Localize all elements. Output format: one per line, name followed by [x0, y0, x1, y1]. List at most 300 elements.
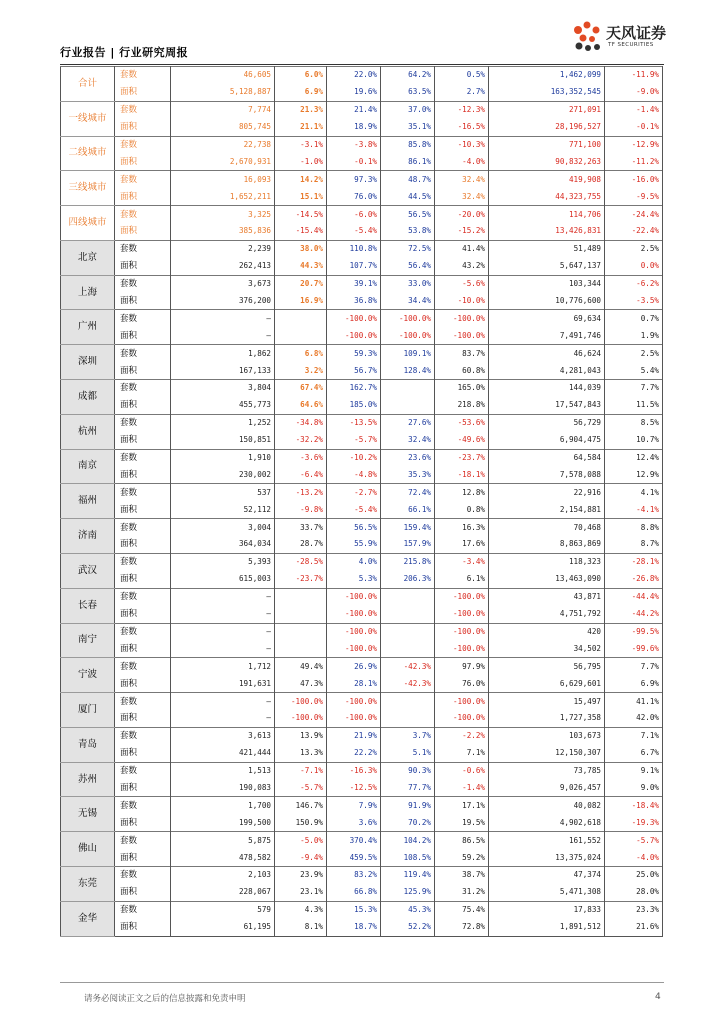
table-cell: 32.4% — [381, 432, 435, 449]
table-cell: 59.2% — [435, 849, 489, 866]
brand-logo — [570, 18, 680, 58]
table-row — [61, 606, 663, 623]
table-cell: 41.1% — [605, 693, 663, 710]
table-cell: 83.2% — [327, 866, 381, 883]
table-row — [61, 884, 663, 901]
metric-label: 套数 — [115, 380, 171, 397]
table-cell: 31.2% — [435, 884, 489, 901]
table-cell: 3,673 — [171, 275, 275, 292]
metric-label: 套数 — [115, 762, 171, 779]
table-cell: 56,795 — [489, 658, 605, 675]
table-cell: 64,584 — [489, 449, 605, 466]
table-cell: 191,631 — [171, 675, 275, 692]
table-cell: 376,200 — [171, 293, 275, 310]
table-cell: 228,067 — [171, 884, 275, 901]
table-cell — [275, 588, 327, 605]
table-cell: 7,578,088 — [489, 466, 605, 483]
table-cell: 15.1% — [275, 188, 327, 205]
metric-label: 套数 — [115, 171, 171, 188]
table-cell: -0.6% — [435, 762, 489, 779]
city-name: 一线城市 — [61, 101, 115, 136]
table-cell: 9.1% — [605, 762, 663, 779]
table-row — [61, 780, 663, 797]
table-cell: 22.2% — [327, 745, 381, 762]
table-cell: -16.3% — [327, 762, 381, 779]
table-cell: -100.0% — [435, 327, 489, 344]
table-row — [61, 553, 663, 570]
table-cell — [275, 623, 327, 640]
metric-label: 面积 — [115, 536, 171, 553]
table-cell: 3.7% — [381, 727, 435, 744]
table-row — [61, 484, 663, 501]
table-cell: 77.7% — [381, 780, 435, 797]
table-row — [61, 797, 663, 814]
table-cell: -12.9% — [605, 136, 663, 153]
table-cell: 76.0% — [435, 675, 489, 692]
table-cell: -100.0% — [381, 310, 435, 327]
table-cell: 51,489 — [489, 240, 605, 257]
table-cell: 6.1% — [435, 571, 489, 588]
table-cell: 75.4% — [435, 901, 489, 918]
table-row — [61, 693, 663, 710]
table-cell: 73,785 — [489, 762, 605, 779]
table-cell: 7.1% — [435, 745, 489, 762]
table-cell: 4.1% — [605, 484, 663, 501]
metric-label: 套数 — [115, 484, 171, 501]
table-cell: 2.5% — [605, 240, 663, 257]
table-cell: -5.4% — [327, 223, 381, 240]
table-cell: 23.1% — [275, 884, 327, 901]
table-cell: 28,196,527 — [489, 119, 605, 136]
table-cell: 11.5% — [605, 397, 663, 414]
table-cell — [381, 640, 435, 657]
table-cell: -2.7% — [327, 484, 381, 501]
metric-label: 套数 — [115, 623, 171, 640]
metric-label: 套数 — [115, 101, 171, 118]
table-cell: 35.3% — [381, 466, 435, 483]
table-cell: 61,195 — [171, 919, 275, 936]
table-cell: 8.7% — [605, 536, 663, 553]
metric-label: 面积 — [115, 119, 171, 136]
table-cell: -10.3% — [435, 136, 489, 153]
metric-label: 面积 — [115, 675, 171, 692]
table-cell: 25.0% — [605, 866, 663, 883]
table-cell: 420 — [489, 623, 605, 640]
table-cell: -13.2% — [275, 484, 327, 501]
metric-label: 面积 — [115, 188, 171, 205]
metric-label: 面积 — [115, 849, 171, 866]
table-cell — [275, 327, 327, 344]
metric-label: 面积 — [115, 84, 171, 101]
table-cell: -100.0% — [327, 588, 381, 605]
table-cell: -15.2% — [435, 223, 489, 240]
table-cell: 419,908 — [489, 171, 605, 188]
table-cell: 3,004 — [171, 519, 275, 536]
metric-label: 套数 — [115, 588, 171, 605]
table-cell: 13.9% — [275, 727, 327, 744]
table-cell: -100.0% — [327, 710, 381, 727]
metric-label: 套数 — [115, 693, 171, 710]
table-cell: 6.0% — [275, 67, 327, 84]
table-cell: 28.0% — [605, 884, 663, 901]
table-cell: 66.1% — [381, 501, 435, 518]
table-cell: 52,112 — [171, 501, 275, 518]
table-cell: 146.7% — [275, 797, 327, 814]
table-cell: 41.4% — [435, 240, 489, 257]
brand-name: 天风证券 — [606, 24, 667, 42]
table-cell: 97.9% — [435, 658, 489, 675]
table-cell: -22.4% — [605, 223, 663, 240]
table-cell: 10.7% — [605, 432, 663, 449]
table-cell: 13,426,831 — [489, 223, 605, 240]
table-cell: 3,804 — [171, 380, 275, 397]
table-cell: 47.3% — [275, 675, 327, 692]
table-cell: 5.4% — [605, 362, 663, 379]
housing-sales-table — [60, 66, 663, 937]
table-cell: 185.0% — [327, 397, 381, 414]
city-name: 武汉 — [61, 553, 115, 588]
table-cell: -100.0% — [327, 640, 381, 657]
table-cell: 47,374 — [489, 866, 605, 883]
table-cell: 6.7% — [605, 745, 663, 762]
metric-label: 套数 — [115, 310, 171, 327]
table-row — [61, 745, 663, 762]
table-cell: 43.2% — [435, 258, 489, 275]
table-cell: – — [171, 310, 275, 327]
table-cell: 38.7% — [435, 866, 489, 883]
table-row — [61, 275, 663, 292]
table-cell: 38.0% — [275, 240, 327, 257]
table-cell: 150,851 — [171, 432, 275, 449]
table-cell: 190,083 — [171, 780, 275, 797]
table-row — [61, 866, 663, 883]
table-row — [61, 466, 663, 483]
table-cell: -100.0% — [435, 606, 489, 623]
table-cell: -11.2% — [605, 153, 663, 170]
metric-label: 套数 — [115, 553, 171, 570]
table-cell: 13,463,090 — [489, 571, 605, 588]
table-cell: 67.4% — [275, 380, 327, 397]
table-cell: 114,706 — [489, 206, 605, 223]
table-cell: 1,727,358 — [489, 710, 605, 727]
table-cell: 34,502 — [489, 640, 605, 657]
table-cell: 33.7% — [275, 519, 327, 536]
table-row — [61, 240, 663, 257]
table-cell: 6.9% — [605, 675, 663, 692]
brand-name-en: TF SECURITIES — [608, 42, 654, 48]
table-cell: 85.8% — [381, 136, 435, 153]
table-cell: 370.4% — [327, 832, 381, 849]
table-cell: 478,582 — [171, 849, 275, 866]
table-row — [61, 640, 663, 657]
table-cell: -100.0% — [275, 710, 327, 727]
metric-label: 套数 — [115, 136, 171, 153]
table-row — [61, 919, 663, 936]
table-cell: -99.6% — [605, 640, 663, 657]
table-cell: 1,712 — [171, 658, 275, 675]
table-cell: 6.8% — [275, 345, 327, 362]
table-cell: 2,670,931 — [171, 153, 275, 170]
table-cell: 1,891,512 — [489, 919, 605, 936]
table-cell: -4.0% — [605, 849, 663, 866]
table-cell: -10.0% — [435, 293, 489, 310]
table-cell: -5.7% — [327, 432, 381, 449]
table-cell: 66.8% — [327, 884, 381, 901]
table-cell: -5.7% — [275, 780, 327, 797]
table-cell: 56,729 — [489, 414, 605, 431]
table-cell: 46,624 — [489, 345, 605, 362]
table-cell: 72.8% — [435, 919, 489, 936]
table-row — [61, 397, 663, 414]
table-cell: 108.5% — [381, 849, 435, 866]
city-name: 宁波 — [61, 658, 115, 693]
city-name: 合计 — [61, 67, 115, 102]
table-cell: 21.3% — [275, 101, 327, 118]
table-cell: 125.9% — [381, 884, 435, 901]
table-cell: 218.8% — [435, 397, 489, 414]
table-cell: -12.5% — [327, 780, 381, 797]
table-row — [61, 710, 663, 727]
city-name: 福州 — [61, 484, 115, 519]
table-row — [61, 727, 663, 744]
table-cell: -3.1% — [275, 136, 327, 153]
table-cell: 163,352,545 — [489, 84, 605, 101]
metric-label: 套数 — [115, 901, 171, 918]
table-cell — [381, 710, 435, 727]
table-cell: – — [171, 327, 275, 344]
metric-label: 面积 — [115, 606, 171, 623]
table-cell: -3.8% — [327, 136, 381, 153]
table-cell: 20.7% — [275, 275, 327, 292]
table-cell: 14.2% — [275, 171, 327, 188]
table-cell: 21.4% — [327, 101, 381, 118]
table-cell: -19.3% — [605, 814, 663, 831]
table-cell: 13,375,024 — [489, 849, 605, 866]
table-row — [61, 171, 663, 188]
table-cell: 52.2% — [381, 919, 435, 936]
table-cell: -15.4% — [275, 223, 327, 240]
metric-label: 套数 — [115, 206, 171, 223]
table-cell: 615,003 — [171, 571, 275, 588]
table-cell: 0.8% — [435, 501, 489, 518]
table-cell: 110.8% — [327, 240, 381, 257]
table-cell: -18.4% — [605, 797, 663, 814]
metric-label: 套数 — [115, 727, 171, 744]
table-cell — [381, 623, 435, 640]
table-cell: -13.5% — [327, 414, 381, 431]
table-cell — [275, 310, 327, 327]
table-cell: 6.9% — [275, 84, 327, 101]
table-row — [61, 832, 663, 849]
table-cell: – — [171, 623, 275, 640]
table-cell: -18.1% — [435, 466, 489, 483]
table-cell: 6,904,475 — [489, 432, 605, 449]
table-cell: 69,634 — [489, 310, 605, 327]
table-cell: -9.8% — [275, 501, 327, 518]
table-cell: 167,133 — [171, 362, 275, 379]
table-cell: 10,776,600 — [489, 293, 605, 310]
table-cell: -100.0% — [435, 693, 489, 710]
table-cell: 144,039 — [489, 380, 605, 397]
metric-label: 面积 — [115, 153, 171, 170]
table-cell: 55.9% — [327, 536, 381, 553]
table-cell: -20.0% — [435, 206, 489, 223]
table-cell: 1,862 — [171, 345, 275, 362]
table-cell: 44.5% — [381, 188, 435, 205]
table-cell: 161,552 — [489, 832, 605, 849]
table-cell: 19.6% — [327, 84, 381, 101]
table-cell: 230,002 — [171, 466, 275, 483]
table-row — [61, 414, 663, 431]
metric-label: 套数 — [115, 832, 171, 849]
metric-label: 面积 — [115, 745, 171, 762]
table-cell: 119.4% — [381, 866, 435, 883]
table-cell: 22,738 — [171, 136, 275, 153]
table-cell: 150.9% — [275, 814, 327, 831]
table-cell: -100.0% — [435, 640, 489, 657]
table-cell: -100.0% — [327, 693, 381, 710]
table-cell: 0.0% — [605, 258, 663, 275]
table-cell: 49.4% — [275, 658, 327, 675]
table-cell: 104.2% — [381, 832, 435, 849]
table-cell: 53.8% — [381, 223, 435, 240]
metric-label: 面积 — [115, 327, 171, 344]
table-row — [61, 449, 663, 466]
metric-label: 套数 — [115, 345, 171, 362]
table-cell — [381, 693, 435, 710]
table-cell: 103,673 — [489, 727, 605, 744]
table-cell: -32.2% — [275, 432, 327, 449]
table-cell: 17,547,843 — [489, 397, 605, 414]
table-row — [61, 119, 663, 136]
table-cell: 421,444 — [171, 745, 275, 762]
table-cell — [275, 606, 327, 623]
table-row — [61, 675, 663, 692]
table-cell: 8.1% — [275, 919, 327, 936]
table-cell: 5,128,887 — [171, 84, 275, 101]
table-cell: 33.0% — [381, 275, 435, 292]
table-row — [61, 327, 663, 344]
table-cell — [381, 606, 435, 623]
metric-label: 面积 — [115, 814, 171, 831]
table-cell: 39.1% — [327, 275, 381, 292]
table-cell: 2,239 — [171, 240, 275, 257]
table-cell: -3.6% — [275, 449, 327, 466]
metric-label: 面积 — [115, 640, 171, 657]
table-cell: 1,910 — [171, 449, 275, 466]
city-name: 苏州 — [61, 762, 115, 797]
table-cell: -14.5% — [275, 206, 327, 223]
table-cell: -28.5% — [275, 553, 327, 570]
table-row — [61, 432, 663, 449]
table-cell: 91.9% — [381, 797, 435, 814]
city-name: 北京 — [61, 240, 115, 275]
table-cell: 37.0% — [381, 101, 435, 118]
table-row — [61, 258, 663, 275]
table-cell: -99.5% — [605, 623, 663, 640]
table-cell: – — [171, 710, 275, 727]
table-cell: 4,902,618 — [489, 814, 605, 831]
table-cell: 271,091 — [489, 101, 605, 118]
table-cell: 8,863,869 — [489, 536, 605, 553]
city-name: 深圳 — [61, 345, 115, 380]
metric-label: 面积 — [115, 884, 171, 901]
metric-label: 面积 — [115, 432, 171, 449]
table-cell: 6,629,601 — [489, 675, 605, 692]
table-cell: 64.6% — [275, 397, 327, 414]
table-cell: 7.9% — [327, 797, 381, 814]
table-row — [61, 571, 663, 588]
table-cell: – — [171, 588, 275, 605]
table-cell: 36.8% — [327, 293, 381, 310]
page-number: 4 — [655, 992, 661, 1002]
table-cell: 7.7% — [605, 380, 663, 397]
table-row — [61, 310, 663, 327]
metric-label: 套数 — [115, 519, 171, 536]
city-name: 长春 — [61, 588, 115, 623]
metric-label: 套数 — [115, 414, 171, 431]
table-cell: -9.5% — [605, 188, 663, 205]
table-cell: 4.0% — [327, 553, 381, 570]
table-cell: -5.0% — [275, 832, 327, 849]
table-cell: 42.0% — [605, 710, 663, 727]
city-name: 杭州 — [61, 414, 115, 449]
table-cell — [381, 588, 435, 605]
city-name: 厦门 — [61, 693, 115, 728]
table-cell: 7.7% — [605, 658, 663, 675]
table-row — [61, 101, 663, 118]
table-cell: – — [171, 693, 275, 710]
table-cell: 5,471,308 — [489, 884, 605, 901]
metric-label: 面积 — [115, 501, 171, 518]
table-cell: 56.4% — [381, 258, 435, 275]
table-cell: 64.2% — [381, 67, 435, 84]
table-cell — [381, 380, 435, 397]
table-cell: 26.9% — [327, 658, 381, 675]
table-cell: -23.7% — [275, 571, 327, 588]
table-cell: 4,281,043 — [489, 362, 605, 379]
table-cell: 128.4% — [381, 362, 435, 379]
table-cell: 103,344 — [489, 275, 605, 292]
table-cell: 27.6% — [381, 414, 435, 431]
table-cell: -44.4% — [605, 588, 663, 605]
table-cell: -42.3% — [381, 675, 435, 692]
table-row — [61, 536, 663, 553]
table-cell: 162.7% — [327, 380, 381, 397]
table-cell: -5.7% — [605, 832, 663, 849]
table-cell: 7.1% — [605, 727, 663, 744]
table-cell: 13.3% — [275, 745, 327, 762]
table-cell: 12.9% — [605, 466, 663, 483]
table-cell: 17.6% — [435, 536, 489, 553]
table-cell: 2,103 — [171, 866, 275, 883]
city-name: 东莞 — [61, 866, 115, 901]
metric-label: 面积 — [115, 293, 171, 310]
table-cell: 97.3% — [327, 171, 381, 188]
table-cell: 56.7% — [327, 362, 381, 379]
table-row — [61, 206, 663, 223]
city-name: 上海 — [61, 275, 115, 310]
table-cell: -16.0% — [605, 171, 663, 188]
table-cell: 805,745 — [171, 119, 275, 136]
table-cell: -1.4% — [435, 780, 489, 797]
table-row — [61, 293, 663, 310]
city-name: 无锡 — [61, 797, 115, 832]
table-cell: 1.9% — [605, 327, 663, 344]
table-cell: 21.1% — [275, 119, 327, 136]
table-cell: -3.5% — [605, 293, 663, 310]
table-cell: 32.4% — [435, 188, 489, 205]
